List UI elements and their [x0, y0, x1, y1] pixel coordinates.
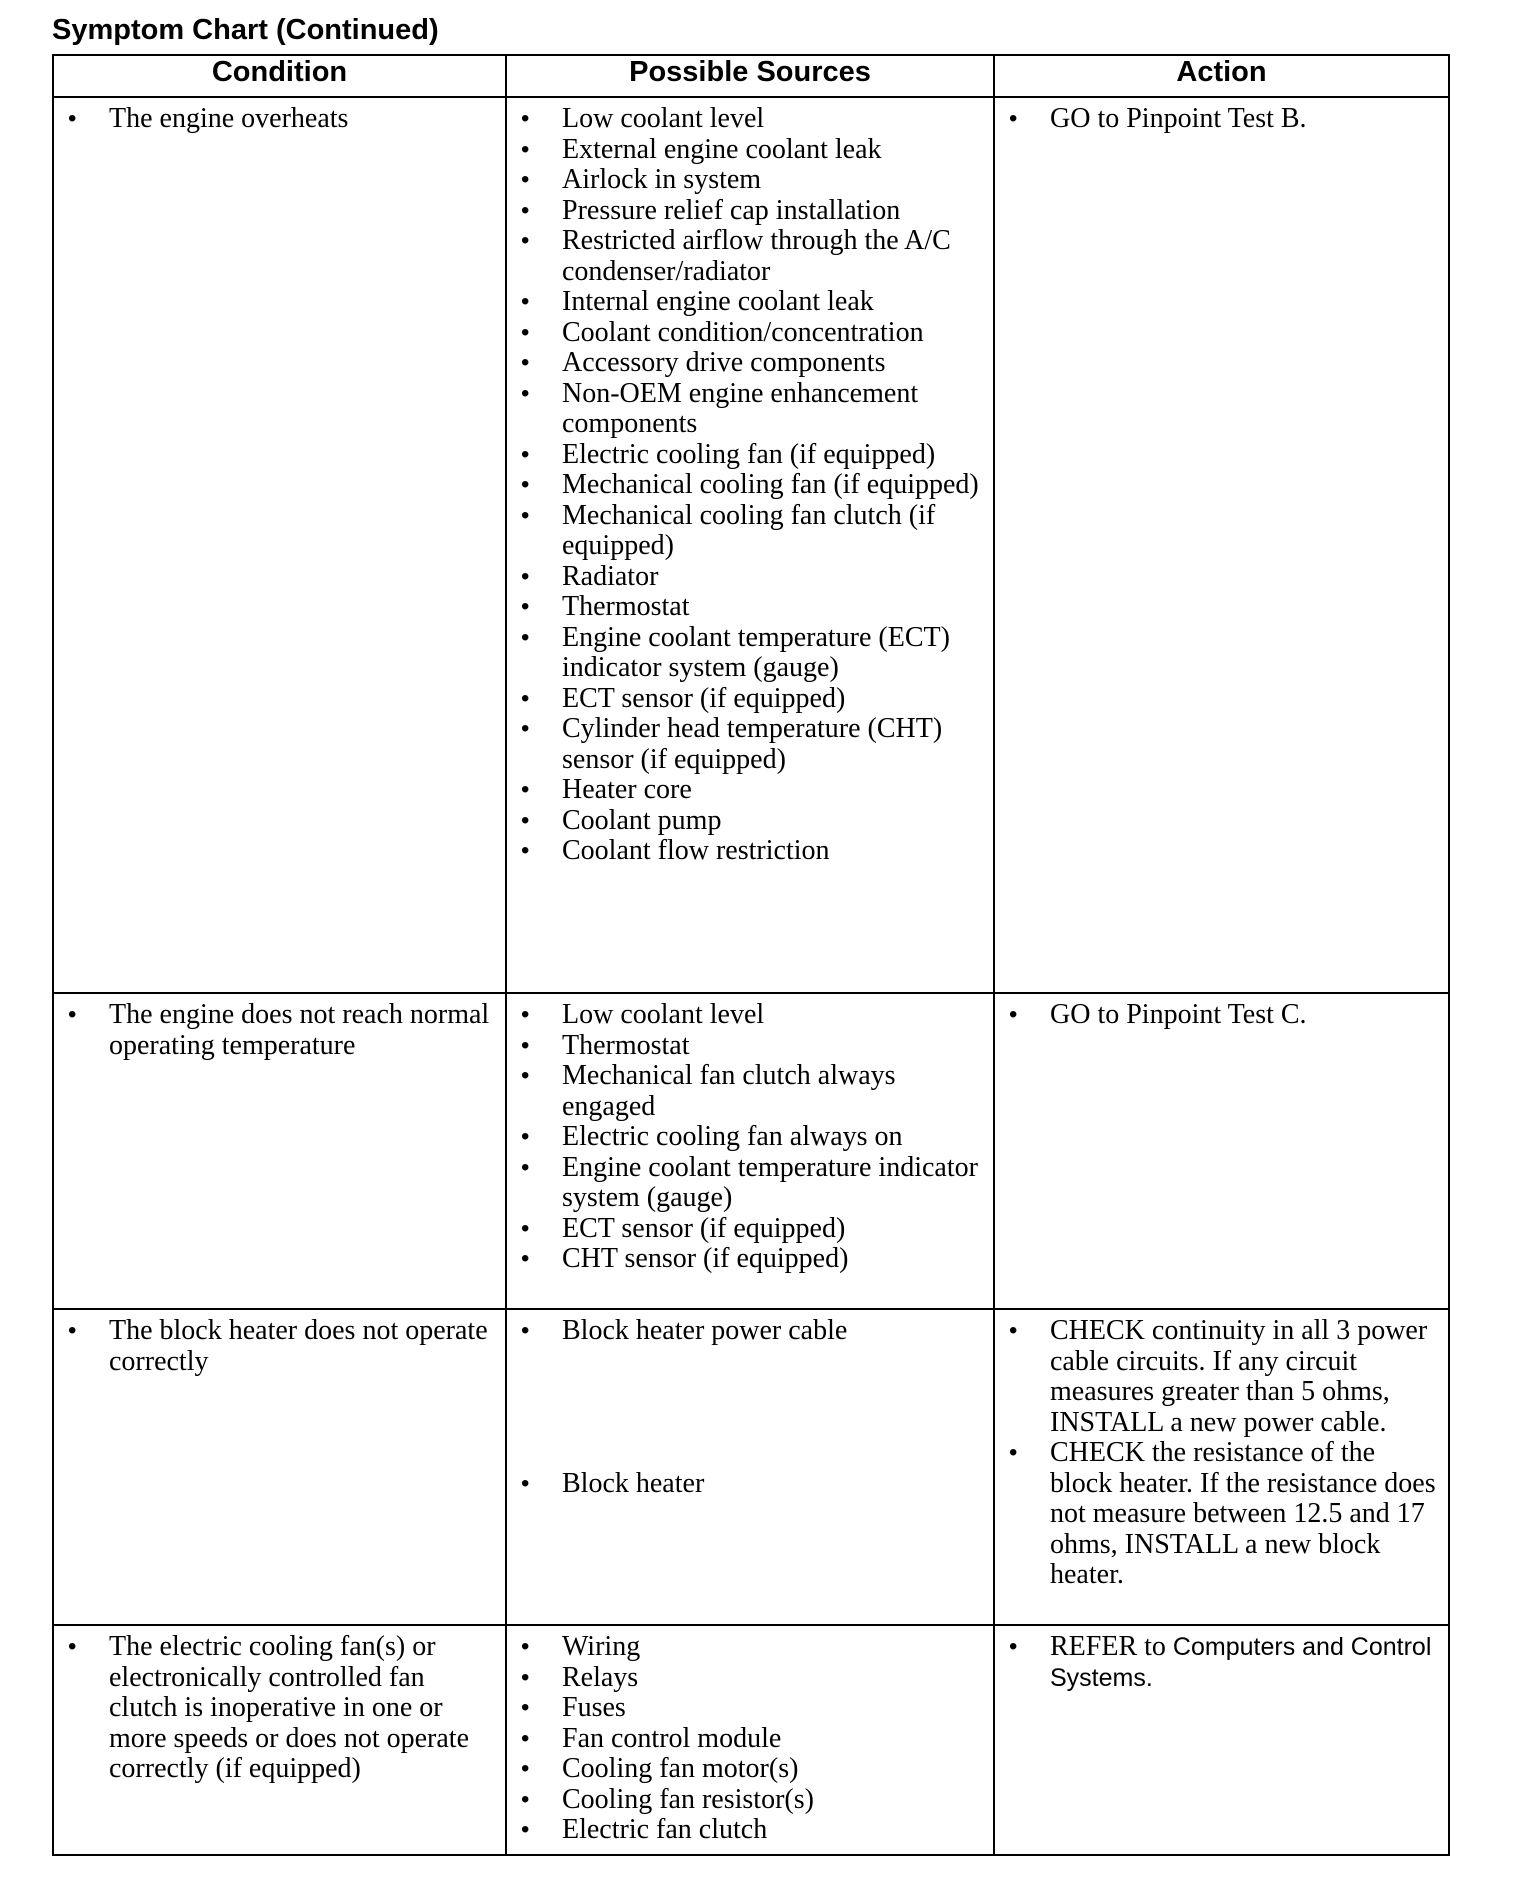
- condition-cell: [53, 97, 506, 993]
- source-item: • Restricted airflow through the A/C condenser/radiator: [521, 226, 981, 287]
- condition-cell: [53, 993, 506, 1309]
- condition-cell: [53, 1309, 506, 1625]
- sources-cell: [506, 993, 994, 1309]
- computers-and-control-systems-reference: Computers and Control Systems.: [1050, 1633, 1432, 1692]
- sources-cell: [506, 97, 994, 993]
- table-row: [53, 1625, 1449, 1855]
- source-item: • Airlock in system: [521, 165, 981, 196]
- symptom-chart-table: [52, 54, 1450, 1856]
- action-cell: [994, 97, 1449, 993]
- source-item: • Low coolant level: [521, 1000, 981, 1031]
- page-title: Symptom Chart (Continued): [52, 14, 439, 46]
- source-item: • External engine coolant leak: [521, 135, 981, 166]
- source-item: • Cooling fan resistor(s): [521, 1785, 981, 1816]
- table-row: [53, 1309, 1449, 1625]
- sources-cell: [506, 1309, 994, 1625]
- action-cell: [994, 1625, 1449, 1855]
- source-item: • Coolant flow restriction: [521, 836, 981, 867]
- source-item: • Non-OEM engine enhancement components: [521, 379, 981, 440]
- condition-cell: [53, 1625, 506, 1855]
- source-item: • Heater core: [521, 775, 981, 806]
- action-text: • CHECK the resistance of the block heater. If the resistance does not measure between 12.5 and 17 ohms, INSTALL a new block heater.: [1009, 1438, 1436, 1591]
- source-item: • Block heater: [521, 1469, 981, 1500]
- source-item: • Electric cooling fan always on: [521, 1122, 981, 1153]
- source-item: • ECT sensor (if equipped): [521, 684, 981, 715]
- source-item: • Coolant pump: [521, 806, 981, 837]
- header-condition: Condition: [53, 55, 506, 97]
- source-item: • Electric fan clutch: [521, 1815, 981, 1846]
- source-item: • Pressure relief cap installation: [521, 196, 981, 227]
- document-page: [52, 10, 1448, 1856]
- source-item: • Mechanical cooling fan (if equipped): [521, 470, 981, 501]
- source-item: • Electric cooling fan (if equipped): [521, 440, 981, 471]
- source-item: • CHT sensor (if equipped): [521, 1244, 981, 1275]
- table-row: [53, 97, 1449, 993]
- condition-text: • The block heater does not operate correctly: [68, 1316, 493, 1377]
- action-text: [1009, 1632, 1436, 1693]
- source-item: • Wiring: [521, 1632, 981, 1663]
- source-item: • Engine coolant temperature indicator system (gauge): [521, 1153, 981, 1214]
- source-item: • Fuses: [521, 1693, 981, 1724]
- header-possible-sources: Possible Sources: [506, 55, 994, 97]
- source-item: • ECT sensor (if equipped): [521, 1214, 981, 1245]
- source-item: • Coolant condition/concentration: [521, 318, 981, 349]
- condition-text: • The engine overheats: [68, 104, 493, 135]
- source-item: • Engine coolant temperature (ECT) indicator system (gauge): [521, 623, 981, 684]
- header-action: Action: [994, 55, 1449, 97]
- action-cell: [994, 1309, 1449, 1625]
- source-item: • Relays: [521, 1663, 981, 1694]
- source-item: • Thermostat: [521, 1031, 981, 1062]
- source-item: • Radiator: [521, 562, 981, 593]
- sources-cell: [506, 1625, 994, 1855]
- source-item: • Low coolant level: [521, 104, 981, 135]
- action-prefix: REFER to: [1050, 1631, 1166, 1662]
- action-text: • GO to Pinpoint Test B.: [1009, 104, 1436, 135]
- source-item: • Cooling fan motor(s): [521, 1754, 981, 1785]
- source-item: • Accessory drive components: [521, 348, 981, 379]
- action-text: • CHECK continuity in all 3 power cable circuits. If any circuit measures greater than 5 ohms, INSTALL a new power cable.: [1009, 1316, 1436, 1438]
- table-header-row: [53, 55, 1449, 97]
- source-item: • Thermostat: [521, 592, 981, 623]
- source-item: • Mechanical cooling fan clutch (if equipped): [521, 501, 981, 562]
- source-item: • Fan control module: [521, 1724, 981, 1755]
- condition-text: • The electric cooling fan(s) or electronically controlled fan clutch is inoperative in one or more speeds or does not operate correctly (if equipped): [68, 1632, 493, 1785]
- action-cell: [994, 993, 1449, 1309]
- condition-text: • The engine does not reach normal operating temperature: [68, 1000, 493, 1061]
- source-item: • Mechanical fan clutch always engaged: [521, 1061, 981, 1122]
- action-text: • GO to Pinpoint Test C.: [1009, 1000, 1436, 1031]
- source-item: • Cylinder head temperature (CHT) sensor (if equipped): [521, 714, 981, 775]
- source-item: • Internal engine coolant leak: [521, 287, 981, 318]
- table-row: [53, 993, 1449, 1309]
- source-item: • Block heater power cable: [521, 1316, 981, 1347]
